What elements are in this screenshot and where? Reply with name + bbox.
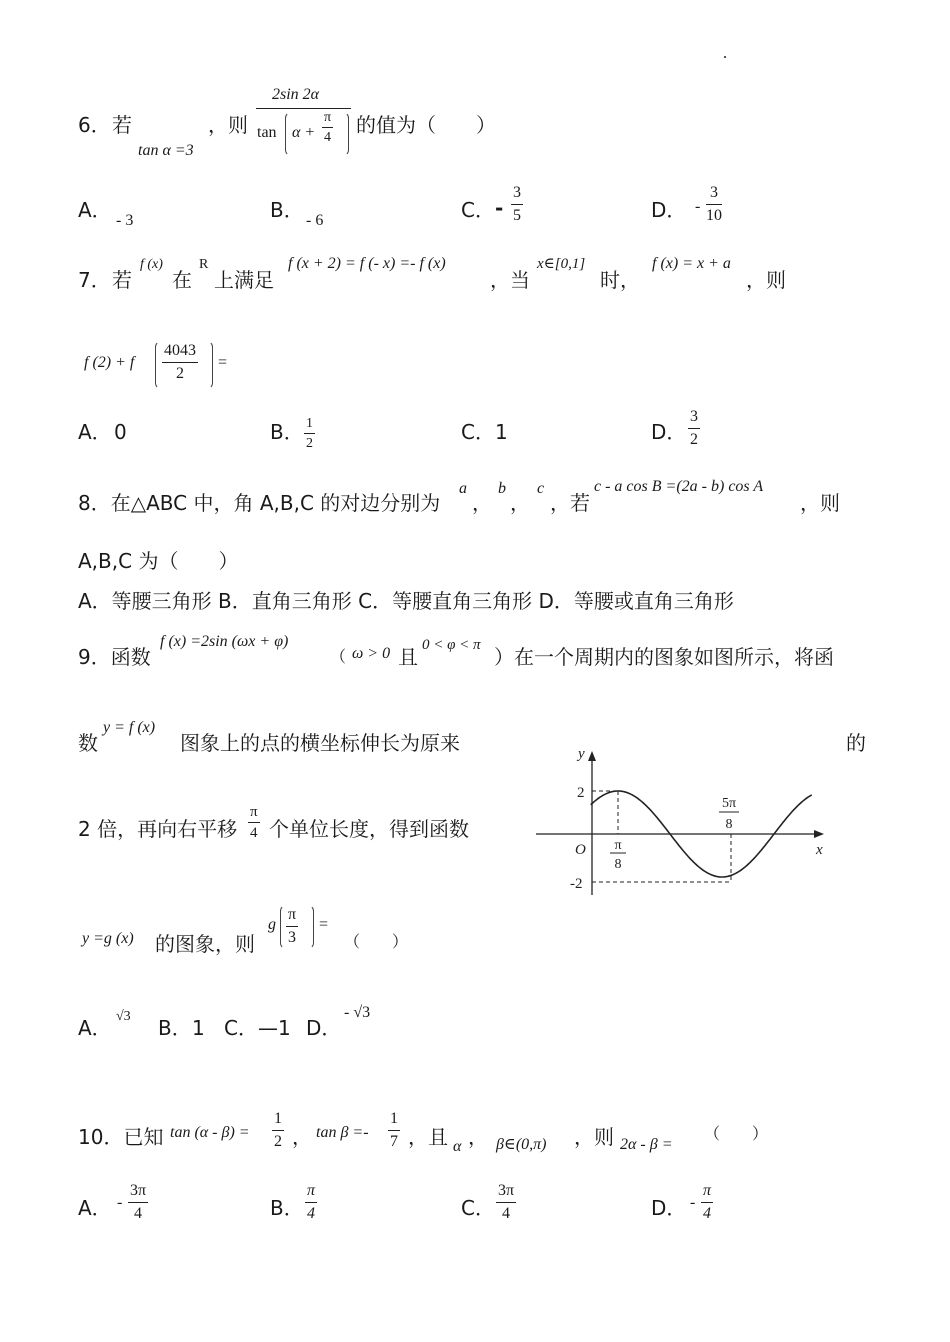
q9-rest-1: ）在一个周期内的图象如图所示，将函 xyxy=(494,645,834,669)
q9-line-3b: 个单位长度，得到函数 xyxy=(269,817,469,841)
q6-expr-numerator: 2sin 2α xyxy=(272,86,320,103)
q6-c-den: 5 xyxy=(513,207,521,224)
q7-option-d-fraction xyxy=(688,408,700,449)
q7-option-b-label: B． xyxy=(270,420,304,444)
q6-alpha-plus: α + xyxy=(292,124,316,141)
q8-b: b xyxy=(498,480,506,497)
q9-option-c-value: —1 xyxy=(258,1016,291,1040)
q9-shift-den: 4 xyxy=(250,825,258,841)
q10-b-den: 4 xyxy=(307,1205,315,1222)
q10-a-num: 3π xyxy=(128,1182,148,1203)
q10-option-a-label: A． xyxy=(78,1196,112,1220)
q9-g-fraction xyxy=(286,906,298,947)
q10-comma: ， xyxy=(292,1125,312,1149)
q7-question-prefix: f (2) + f xyxy=(84,354,135,371)
q9-g: g xyxy=(268,916,276,933)
q9-option-c-label: C． xyxy=(224,1016,258,1040)
q7-b-den: 2 xyxy=(306,436,313,451)
q7-shi: 时， xyxy=(600,268,640,292)
q7-option-a-value: 0 xyxy=(114,420,127,444)
q8-stem: 8．在△ABC 中，角 A,B,C 的对边分别为 xyxy=(78,491,441,515)
q7-equals: = xyxy=(218,354,228,371)
y-axis-arrow xyxy=(588,751,596,761)
q10-c-den: 4 xyxy=(502,1205,511,1222)
q9-option-a-label: A． xyxy=(78,1016,112,1040)
q9-g-equals: = xyxy=(319,916,329,933)
q10-tan2-num: 1 xyxy=(388,1110,400,1131)
origin-label: O xyxy=(575,842,586,858)
q9-line-3a: 2 倍，再向右平移 xyxy=(78,817,238,841)
q10-option-c-label: C． xyxy=(461,1196,495,1220)
q8-options: A．等腰三角形 B．直角三角形 C．等腰直角三角形 D．等腰或直角三角形 xyxy=(78,589,734,613)
q8-ruo: ，若 xyxy=(550,491,590,515)
q7-option-c-label: C． xyxy=(461,420,495,444)
q6-option-d-label: D． xyxy=(651,198,687,222)
q6-option-c-fraction xyxy=(511,184,523,225)
q10-option-d-label: D． xyxy=(651,1196,687,1220)
q9-yfx: y = f (x) xyxy=(103,719,156,736)
q6-tail: 的值为（ ） xyxy=(356,113,496,137)
x-axis-arrow xyxy=(814,830,824,838)
x-tick-5pi8-num: 5π xyxy=(721,796,737,811)
q10-beta: β∈(0,π) xyxy=(496,1136,547,1153)
q7-dang: ，当 xyxy=(490,268,530,292)
q7-d-num: 3 xyxy=(688,408,700,429)
q6-pi: π xyxy=(322,110,333,128)
x-tick-5pi8-den: 8 xyxy=(725,817,733,832)
q7-condition-2: x∈[0,1] xyxy=(537,256,586,272)
q6-ze: ，则 xyxy=(208,113,248,137)
q7-num: 4043 xyxy=(162,342,198,363)
q9-stem-num: 9．函数 xyxy=(78,645,151,669)
q6-tan: tan xyxy=(257,124,277,141)
q9-shift-num: π xyxy=(248,804,260,823)
q10-option-a-sign: - xyxy=(117,1194,123,1211)
q9-cond-2: 0 < φ < π xyxy=(422,637,481,653)
y-tick-neg2: -2 xyxy=(570,876,583,892)
q7-den: 2 xyxy=(176,365,184,382)
q10-qie: ，且 xyxy=(408,1125,448,1149)
q6-option-c-label: C． xyxy=(461,198,495,222)
q6-option-d-sign: - xyxy=(695,198,701,215)
q6-d-num: 3 xyxy=(706,184,722,205)
q9-g-den: 3 xyxy=(288,929,297,946)
q10-option-c-fraction xyxy=(496,1182,516,1223)
x-tick-pi8-num: π xyxy=(614,838,622,853)
q9-cond-1: ω > 0 xyxy=(352,645,391,662)
q10-comma-2: ， xyxy=(468,1125,488,1149)
q7-R: R xyxy=(199,257,209,272)
q9-line-4a: 的图象，则 xyxy=(155,932,255,956)
q6-option-a-value: - 3 xyxy=(116,212,134,229)
q8-a: a xyxy=(459,480,467,497)
q7-zai: 在 xyxy=(172,268,192,292)
q6-option-a-label: A． xyxy=(78,198,112,222)
q7-fx: f (x) xyxy=(140,257,163,272)
q9-g-num: π xyxy=(286,906,298,927)
q6-option-b-label: B． xyxy=(270,198,304,222)
q9-shu: 数 xyxy=(78,731,98,755)
q8-ze: ，则 xyxy=(800,491,840,515)
q10-a-den: 4 xyxy=(134,1205,143,1222)
q9-option-d-label: D． xyxy=(306,1016,342,1040)
q7-question-fraction xyxy=(162,342,198,383)
q7-option-a-label: A． xyxy=(78,420,112,444)
q9-ygx: y =g (x) xyxy=(82,930,134,947)
y-axis-label: y xyxy=(578,746,585,762)
q6-four: 4 xyxy=(324,130,332,145)
q7-condition-3: f (x) = x + a xyxy=(652,255,731,272)
q7-condition-1: f (x + 2) = f (- x) =- f (x) xyxy=(288,255,446,272)
q6-condition: tan α =3 xyxy=(138,142,194,159)
x-tick-pi8-den: 8 xyxy=(614,857,622,872)
q10-d-den: 4 xyxy=(703,1205,711,1222)
q10-option-d-fraction xyxy=(701,1182,713,1223)
q7-shang: 上满足 xyxy=(214,268,274,292)
q10-c-num: 3π xyxy=(496,1182,516,1203)
q7-ze: ，则 xyxy=(746,268,786,292)
q7-b-num: 1 xyxy=(304,416,315,434)
q7-option-b-fraction xyxy=(304,416,315,451)
page-dot xyxy=(724,56,726,58)
q10-option-b-fraction xyxy=(305,1182,317,1223)
q7-ruo: 若 xyxy=(112,268,132,292)
q9-function-def: f (x) =2sin (ωx + φ) xyxy=(160,633,289,650)
q10-stem-num: 10．已知 xyxy=(78,1125,164,1149)
q9-rest-2: 图象上的点的横坐标伸长为原来 xyxy=(180,731,460,755)
q10-paren: （ ） xyxy=(704,1126,769,1143)
q9-line-4b: （ ） xyxy=(344,934,409,951)
q10-tan-2-fraction xyxy=(388,1110,400,1151)
q7-number: 7． xyxy=(78,268,111,292)
q6-ruo: 若 xyxy=(112,113,132,137)
y-tick-2: 2 xyxy=(577,785,585,801)
q6-fraction-bar xyxy=(256,108,351,109)
q10-tan-1: tan (α - β) = xyxy=(170,1124,250,1141)
q10-tan1-num: 1 xyxy=(272,1110,284,1131)
q9-option-b-label: B． xyxy=(158,1016,192,1040)
q7-d-den: 2 xyxy=(690,431,698,448)
q10-option-b-label: B． xyxy=(270,1196,304,1220)
q9-cond-open: （ xyxy=(330,647,347,666)
q6-option-c-sign: - xyxy=(495,196,504,220)
q9-qie: 且 xyxy=(398,645,418,669)
q8-line-2: A,B,C 为（ ） xyxy=(78,549,239,573)
q7-option-d-label: D． xyxy=(651,420,687,444)
q6-option-d-fraction xyxy=(706,184,722,225)
q10-tan2-den: 7 xyxy=(390,1133,398,1150)
q10-tan-2: tan β =- xyxy=(316,1124,369,1141)
q10-ask: 2α - β = xyxy=(620,1136,673,1153)
q10-option-a-fraction xyxy=(128,1182,148,1223)
q6-d-den: 10 xyxy=(706,207,722,224)
q10-d-num: π xyxy=(701,1182,713,1203)
q7-option-c-value: 1 xyxy=(495,420,508,444)
x-axis-label: x xyxy=(816,842,823,858)
q8-comma-2: ， xyxy=(510,491,530,515)
q9-option-a-value: √3 xyxy=(116,1009,131,1024)
q9-de: 的 xyxy=(846,731,866,755)
q9-option-b-value: 1 xyxy=(192,1016,205,1040)
q10-ze: ，则 xyxy=(574,1125,614,1149)
q8-comma-1: ， xyxy=(472,491,492,515)
sine-graph xyxy=(530,745,830,895)
q10-alpha: α xyxy=(453,1138,462,1155)
q6-option-b-value: - 6 xyxy=(306,212,324,229)
q10-tan1-den: 2 xyxy=(274,1133,282,1150)
q9-option-d-value: - √3 xyxy=(344,1004,371,1021)
q10-tan-1-fraction xyxy=(272,1110,284,1151)
q6-pi-over-4 xyxy=(322,110,333,145)
q8-condition: c - a cos B =(2a - b) cos A xyxy=(594,478,764,495)
q10-b-num: π xyxy=(305,1182,317,1203)
q6-c-num: 3 xyxy=(511,184,523,205)
q10-option-d-sign: - xyxy=(690,1194,696,1211)
q6-number: 6． xyxy=(78,113,111,137)
q8-c: c xyxy=(537,480,545,497)
q9-shift-fraction xyxy=(248,804,260,841)
